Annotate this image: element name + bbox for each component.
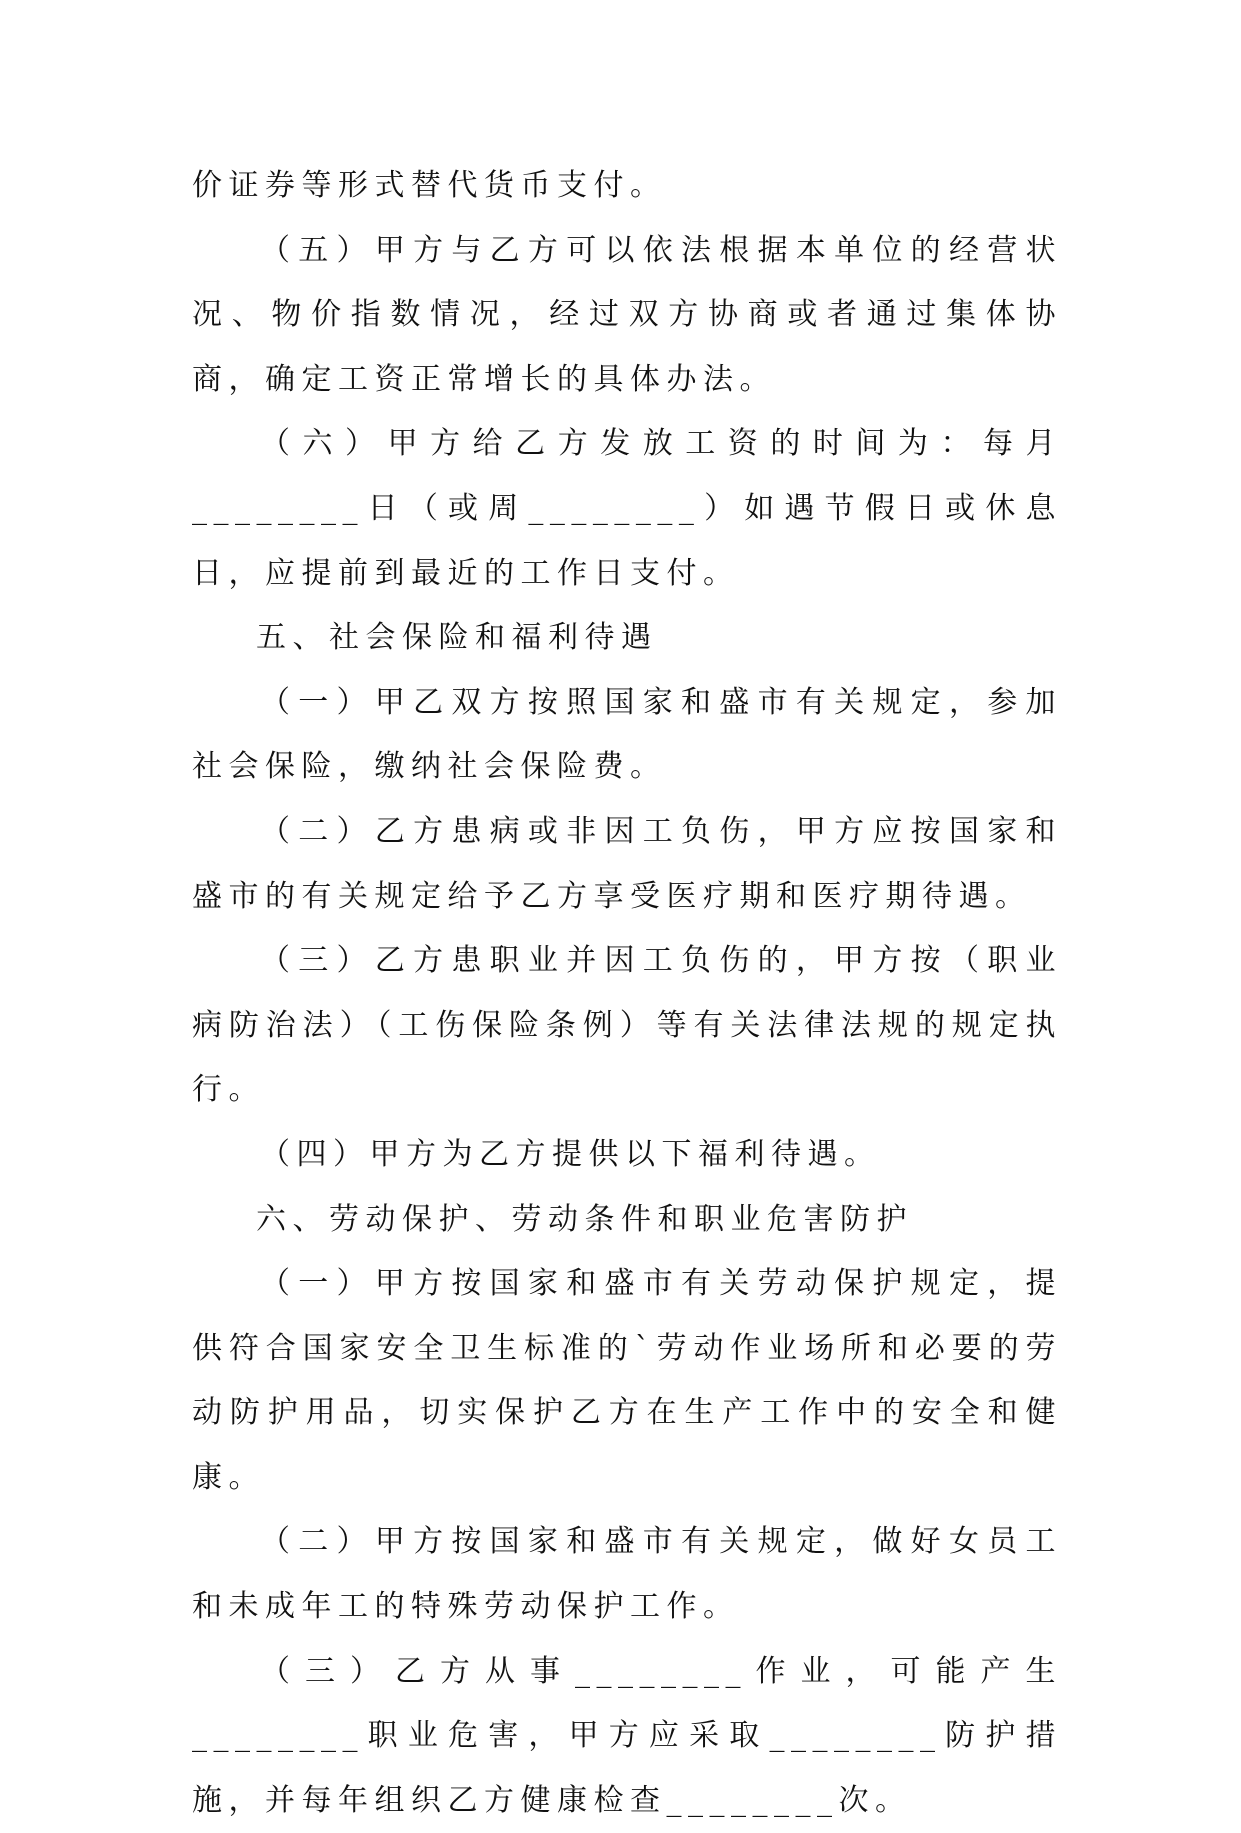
section-heading-labor-protection: 六、劳动保护、劳动条件和职业危害防护	[256, 1201, 913, 1237]
paragraph-continuation: 价证券等形式替代货币支付。	[192, 168, 667, 203]
clause-two-special-protection: （二）甲方按国家和盛市有关规定，做好女员工和未成年工的特殊劳动保护工作。	[192, 1524, 1062, 1625]
clause-three-occupational-injury: （三）乙方患职业并因工负伤的，甲方按（职业病防治法）（工伤保险条例）等有关法律法规的规定执行。	[192, 943, 1062, 1108]
clause-five-wage-growth: （五）甲方与乙方可以依法根据本单位的经营状况、物价指数情况，经过双方协商或者通过集体协商，确定工资正常增长的具体办法。	[192, 232, 1062, 397]
clause-three-occupational-hazard: （三）乙方从事________作业，可能产生________职业危害，甲方应采取________防护措施，并每年组织乙方健康检查________次。	[192, 1653, 1062, 1818]
clause-two-medical-period: （二）乙方患病或非因工负伤，甲方应按国家和盛市的有关规定给予乙方享受医疗期和医疗期待遇。	[192, 813, 1062, 914]
clause-one-labor-protection: （一）甲方按国家和盛市有关劳动保护规定，提供符合国家安全卫生标准的`劳动作业场所和必要的劳动防护用品，切实保护乙方在生产工作中的安全和健康。	[192, 1266, 1062, 1495]
section-heading-social-insurance: 五、社会保险和福利待遇	[256, 620, 658, 656]
document-body	[192, 154, 1062, 1833]
clause-one-social-insurance: （一）甲乙双方按照国家和盛市有关规定，参加社会保险，缴纳社会保险费。	[192, 684, 1062, 785]
clause-four-benefits: （四）甲方为乙方提供以下福利待遇。	[260, 1136, 881, 1172]
clause-six-payday: （六）甲方给乙方发放工资的时间为：每月________日（或周________）如遇节假日或休息日，应提前到最近的工作日支付。	[192, 426, 1062, 591]
